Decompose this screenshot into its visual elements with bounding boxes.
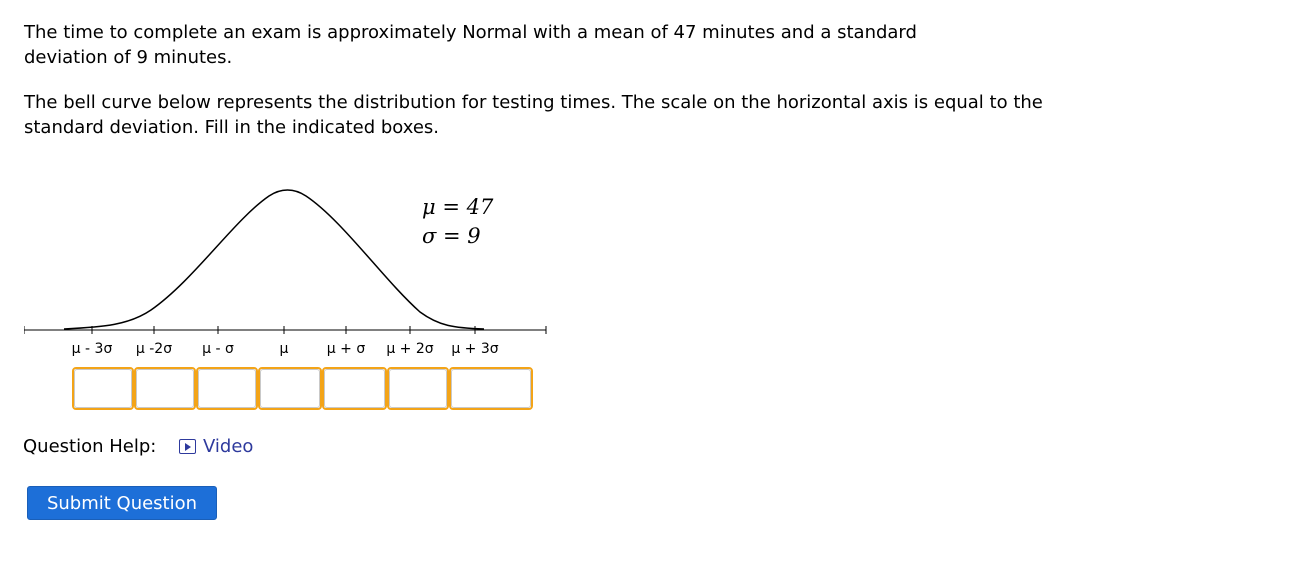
answer-box-mu-minus-2sigma [134,367,196,410]
tick-label-mu-plus-2sigma: μ + 2σ [386,341,434,357]
video-help-link[interactable] [179,435,253,459]
answer-box-mu-plus-sigma [322,367,387,410]
tick-label-mu-plus-3sigma: μ + 3σ [451,341,499,357]
tick-label-mu-plus-sigma: μ + σ [326,341,366,357]
answer-box-mu-minus-3sigma [72,367,134,410]
answer-input-mu[interactable] [260,369,320,408]
answer-box-mu [258,367,322,410]
video-link-label: Video [203,436,254,457]
mean-label: μ = 47 [422,195,494,219]
answer-box-mu-plus-3sigma [449,367,533,410]
tick-label-mu-minus-sigma: μ - σ [202,341,234,357]
answer-box-mu-minus-sigma [196,367,258,410]
answer-box-mu-plus-2sigma [387,367,449,410]
submit-question-button[interactable]: Submit Question [27,486,217,520]
answer-input-mu-plus-sigma[interactable] [324,369,385,408]
answer-input-mu-minus-sigma[interactable] [198,369,256,408]
question-paragraph-2: The bell curve below represents the distribution for testing times. The scale on the horizontal axis is equal to the standard deviation. Fill in the indicated boxes. [24,92,1043,138]
tick-label-mu-minus-3sigma: μ - 3σ [71,341,113,357]
tick-label-mu-minus-2sigma: μ -2σ [135,341,173,357]
bell-curve [64,190,484,329]
answer-input-mu-plus-3sigma[interactable] [451,369,531,408]
bell-curve-graph [24,180,554,365]
question-help [23,435,254,459]
answer-input-mu-minus-2sigma[interactable] [136,369,194,408]
answer-input-mu-minus-3sigma[interactable] [74,369,132,408]
tick-label-mu: μ [279,341,289,357]
question-paragraph-1: The time to complete an exam is approximately Normal with a mean of 47 minutes and a standard deviation of 9 minutes. [24,22,917,68]
sd-label: σ = 9 [422,224,481,248]
question-help-label: Question Help: [23,436,157,457]
play-video-icon [179,439,196,454]
answer-input-mu-plus-2sigma[interactable] [389,369,447,408]
